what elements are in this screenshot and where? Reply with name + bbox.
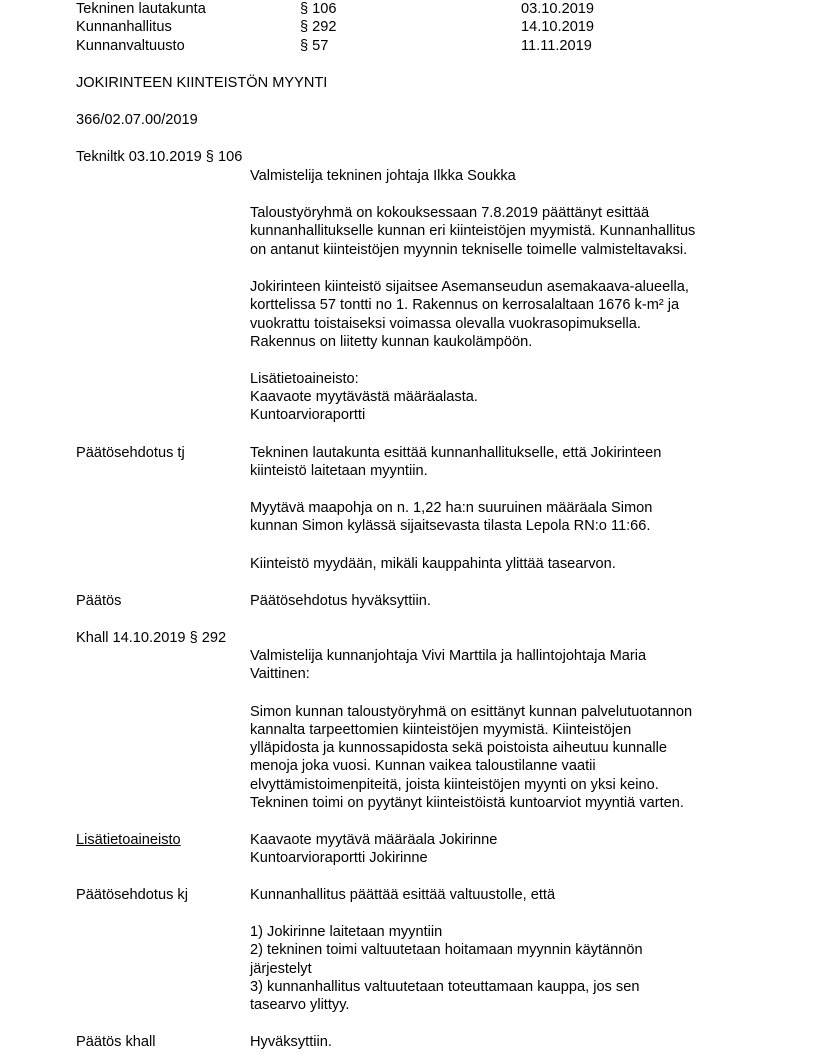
khall-para1-line: Simon kunnan taloustyöryhmä on esittänyt kunnan palvelutuotannon	[250, 704, 693, 720]
header-date-2: 14.10.2019	[521, 19, 595, 35]
tekn-proposal-line: kiinteistö laitetaan myyntiin.	[250, 463, 428, 479]
khall-preparer-line: Valmistelija kunnanjohtaja Vivi Marttila ja hallintojohtaja Maria	[250, 648, 647, 664]
khall-proposal-item: tasearvo ylittyy.	[250, 997, 350, 1013]
khall-proposal-label: Päätösehdotus kj	[76, 887, 188, 903]
header-body-2: Kunnanhallitus	[76, 19, 172, 35]
tekn-proposal-line: Tekninen lautakunta esittää kunnanhallitukselle, että Jokirinteen	[250, 445, 662, 461]
khall-info-line: Kuntoarvioraportti Jokirinne	[250, 850, 428, 866]
khall-decision-label: Päätös khall	[76, 1034, 156, 1050]
tekn-para1-line: Taloustyöryhmä on kokouksessaan 7.8.2019 päättänyt esittää	[250, 205, 650, 221]
tekn-info-line: Lisätietoaineisto:	[250, 371, 359, 387]
tekn-decision-label: Päätös	[76, 593, 122, 609]
khall-proposal-item: 2) tekninen toimi valtuutetaan hoitamaan myynnin käytännön	[250, 942, 643, 958]
tekn-para2-line: korttelissa 57 tontti no 1. Rakennus on kerrosalaltaan 1676 k-m² ja	[250, 297, 680, 313]
khall-preparer-line: Vaittinen:	[250, 666, 310, 682]
reference-number: 366/02.07.00/2019	[76, 112, 198, 128]
tekn-proposal-line: Myytävä maapohja on n. 1,22 ha:n suuruinen määräala Simon	[250, 500, 653, 516]
tekn-decision: Päätösehdotus hyväksyttiin.	[250, 593, 431, 609]
document-title: JOKIRINTEEN KIINTEISTÖN MYYNTI	[76, 75, 328, 91]
header-body-1: Tekninen lautakunta	[76, 1, 206, 17]
tekn-proposal-line: kunnan Simon kylässä sijaitsevasta tilasta Lepola RN:o 11:66.	[250, 518, 651, 534]
tekn-para2-line: Jokirinteen kiinteistö sijaitsee Asemanseudun asemakaava-alueella,	[250, 279, 689, 295]
khall-proposal-item: 1) Jokirinne laitetaan myyntiin	[250, 924, 443, 940]
khall-info-label: Lisätietoaineisto	[76, 832, 181, 848]
tekn-para1-line: on antanut kiinteistöjen myynnin tekniselle toimelle valmisteltavaksi.	[250, 242, 688, 258]
tekn-para1-line: kunnanhallitukselle kunnan eri kiinteistöjen myymistä. Kunnanhallitus	[250, 223, 696, 239]
khall-para1-line: kannalta tarpeettomien kiinteistöjen myymistä. Kiinteistöjen	[250, 722, 632, 738]
khall-proposal-item: 3) kunnanhallitus valtuutetaan toteuttamaan kauppa, jos sen	[250, 979, 640, 995]
tekn-info-line: Kaavaote myytävästä määräalasta.	[250, 389, 478, 405]
khall-info-line: Kaavaote myytävä määräala Jokirinne	[250, 832, 498, 848]
khall-proposal-intro: Kunnanhallitus päättää esittää valtuustolle, että	[250, 887, 556, 903]
khall-para1-line: menoja joka vuosi. Kunnan vaikea taloustilanne vaatii	[250, 758, 596, 774]
tekn-proposal-line: Kiinteistö myydään, mikäli kauppahinta ylittää tasearvon.	[250, 556, 616, 572]
tekn-para2-line: vuokrattu toistaiseksi voimassa olevalla vuokrasopimuksella.	[250, 316, 641, 332]
tekn-proposal-label: Päätösehdotus tj	[76, 445, 185, 461]
khall-decision: Hyväksyttiin.	[250, 1034, 332, 1050]
tekn-heading: Tekniltk 03.10.2019 § 106	[76, 149, 243, 165]
header-date-1: 03.10.2019	[521, 1, 595, 17]
tekn-preparer: Valmistelija tekninen johtaja Ilkka Soukka	[250, 168, 516, 184]
header-section-3: § 57	[300, 38, 329, 54]
header-section-2: § 292	[300, 19, 337, 35]
khall-para1-line: ylläpidosta ja kunnossapidosta sekä poistoista aiheutuu kunnalle	[250, 740, 668, 756]
khall-para1-line: elvyttämistoimenpiteitä, joista kiinteistöjen myynti on yksi keino.	[250, 777, 659, 793]
header-section-1: § 106	[300, 1, 337, 17]
header-date-3: 11.11.2019	[521, 38, 592, 54]
tekn-para2-line: Rakennus on liitetty kunnan kaukolämpöön.	[250, 334, 533, 350]
header-body-3: Kunnanvaltuusto	[76, 38, 185, 54]
tekn-info-line: Kuntoarvioraportti	[250, 407, 366, 423]
khall-para1-line: Tekninen toimi on pyytänyt kiinteistöistä kuntoarviot myyntiä varten.	[250, 795, 684, 811]
khall-heading: Khall 14.10.2019 § 292	[76, 630, 227, 646]
khall-proposal-item: järjestelyt	[250, 961, 312, 977]
